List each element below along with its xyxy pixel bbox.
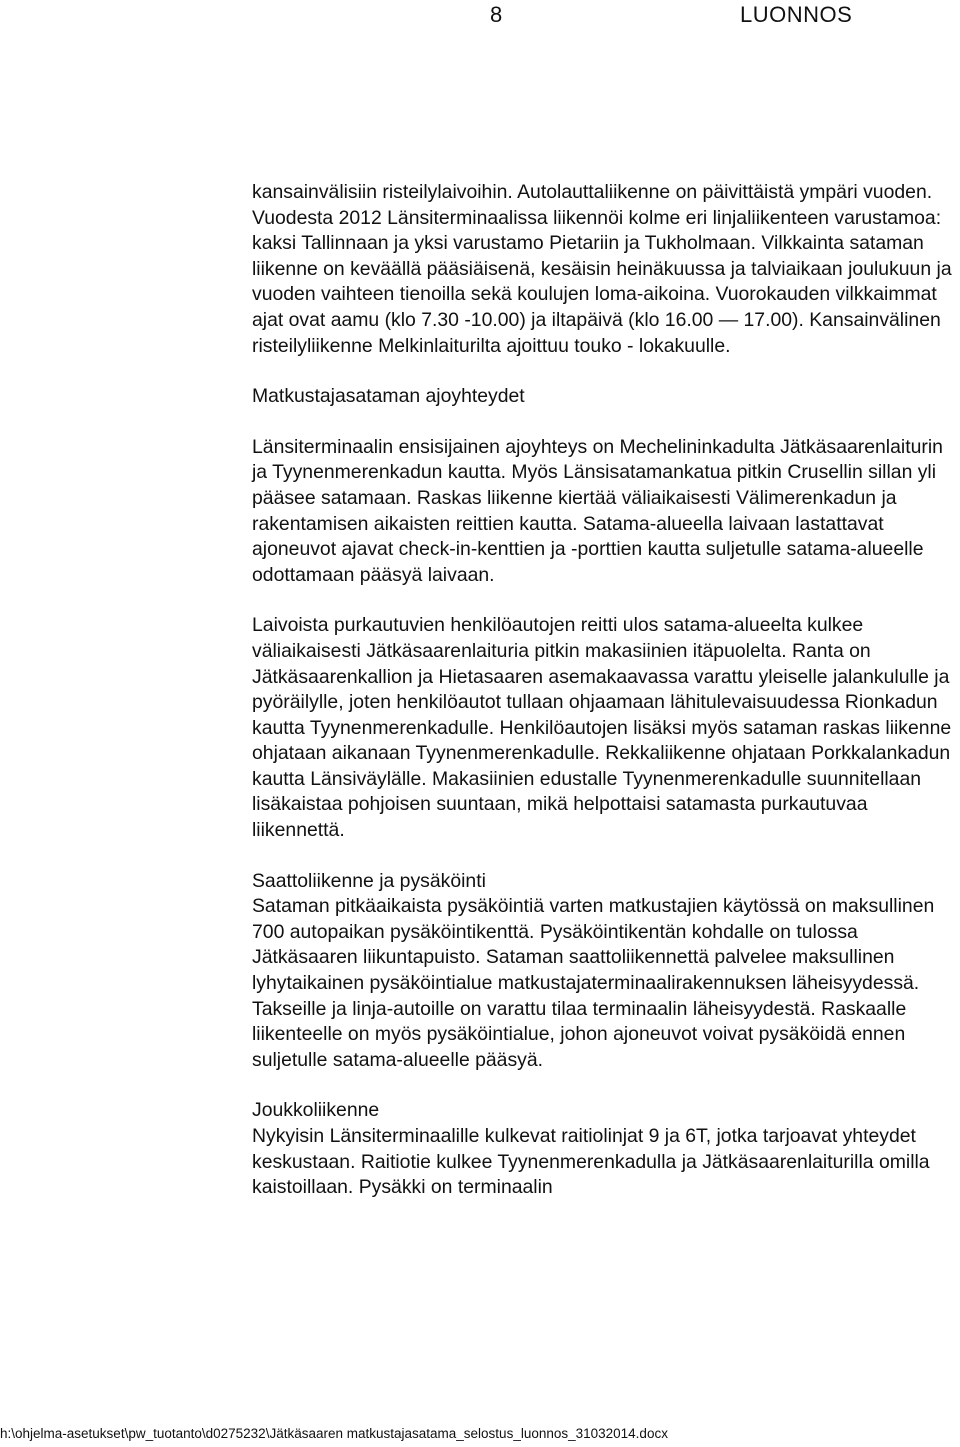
spacer bbox=[252, 844, 960, 869]
spacer bbox=[252, 588, 960, 613]
paragraph-public-transport: Nykyisin Länsiterminaalille kulkevat raitiolinjat 9 ja 6T, jotka tarjoavat yhteydet keskustaan. Raitiotie kulkee Tyynenmerenkadulla ja Jätkäsaarenlaiturilla omilla kaistoillaan. Pysäkki on terminaalin bbox=[252, 1125, 930, 1199]
paragraph-traffic-overview: kansainvälisiin risteilylaivoihin. Autolauttaliikenne on päivittäistä ympäri vuoden. Vuodesta 2012 Länsiterminaalissa liikennöi kolme eri linjaliikenteen varustamoa: kaksi Tallinnaan ja yksi varustamo Pietariin ja Tukholmaan. Vilkkainta sataman liikenne on keväällä pääsiäisenä, kesäisin heinäkuussa ja talviaikaan joulukuun ja vuoden vaihteen tienoilla sekä koulujen loma-aikoina. Vuorokauden vilkkaimmat ajat ovat aamu (klo 7.30 -10.00) ja iltapäivä (klo 16.00 — 17.00). Kansainvälinen risteilyliikenne Melkinlaiturilta ajoittuu touko - lokakuulle. bbox=[252, 181, 952, 357]
spacer bbox=[252, 359, 960, 384]
heading-parking: Saattoliikenne ja pysäköinti bbox=[252, 869, 486, 892]
page-number: 8 bbox=[490, 2, 503, 27]
footer-file-path: h:\ohjelma-asetukset\pw_tuotanto\d0275232\Jätkäsaaren matkustajasatama_selostus_luonnos_31032014.docx bbox=[0, 1426, 668, 1441]
paragraph-access-routes: Länsiterminaalin ensisijainen ajoyhteys on Mechelininkadulta Jätkäsaarenlaiturin ja Tyynenmerenkadun kautta. Myös Länsisatamankatua pitkin Crusellin sillan yli pääsee satamaan. Raskas liikenne kiertää väliaikaisesti Välimerenkadun ja rakentamisen aikaisten reittien kautta. Satama-alueella laivaan lastattavat ajoneuvot ajavat check-in-kenttien ja -porttien kautta suljetulle satama-alueelle odottamaan pääsyä laivaan. bbox=[252, 435, 943, 586]
document-body bbox=[252, 180, 960, 1201]
paragraph-car-exit-route: Laivoista purkautuvien henkilöautojen reitti ulos satama-alueelta kulkee väliaikaisesti Jätkäsaarenlaituria pitkin makasiinien itäpuolelta. Ranta on Jätkäsaarenkallion ja Hietasaaren asemakaavassa varattu yleiselle jalankululle ja pyöräilylle, joten henkilöautot tullaan ohjaamaan lähitulevaisuudessa Rionkadun kautta Tyynenmerenkadulle. Henkilöautojen lisäksi myös sataman raskas liikenne ohjataan aikanaan Tyynenmerenkadulle. Rekkaliikenne ohjataan Porkkalankadun kautta Länsiväylälle. Makasiinien edustalle Tyynenmerenkadulle suunnitellaan lisäkaistaa pohjoisen suuntaan, mikä helpottaisi satamasta purkautuvaa liikennettä. bbox=[252, 614, 952, 842]
heading-public-transport: Joukkoliikenne bbox=[252, 1099, 380, 1122]
spacer bbox=[252, 1073, 960, 1098]
heading-access-routes: Matkustajasataman ajoyhteydet bbox=[252, 385, 525, 408]
spacer bbox=[252, 410, 960, 435]
paragraph-parking: Sataman pitkäaikaista pysäköintiä varten matkustajien käytössä on maksullinen 700 autopaikan pysäköintikenttä. Pysäköintikentän kohdalle on tulossa Jätkäsaaren liikuntapuisto. Sataman saattoliikennettä palvelee maksullinen lyhytaikainen pysäköintialue matkustajaterminaalirakennuksen läheisyydessä. Takseille ja linja-autoille on varattu tilaa terminaalin läheisyydestä. Raskaalle liikenteelle on myös pysäköintialue, johon ajoneuvot voivat pysäköidä ennen suljetulle satama-alueelle pääsyä. bbox=[252, 895, 935, 1071]
draft-label: LUONNOS bbox=[740, 2, 853, 27]
